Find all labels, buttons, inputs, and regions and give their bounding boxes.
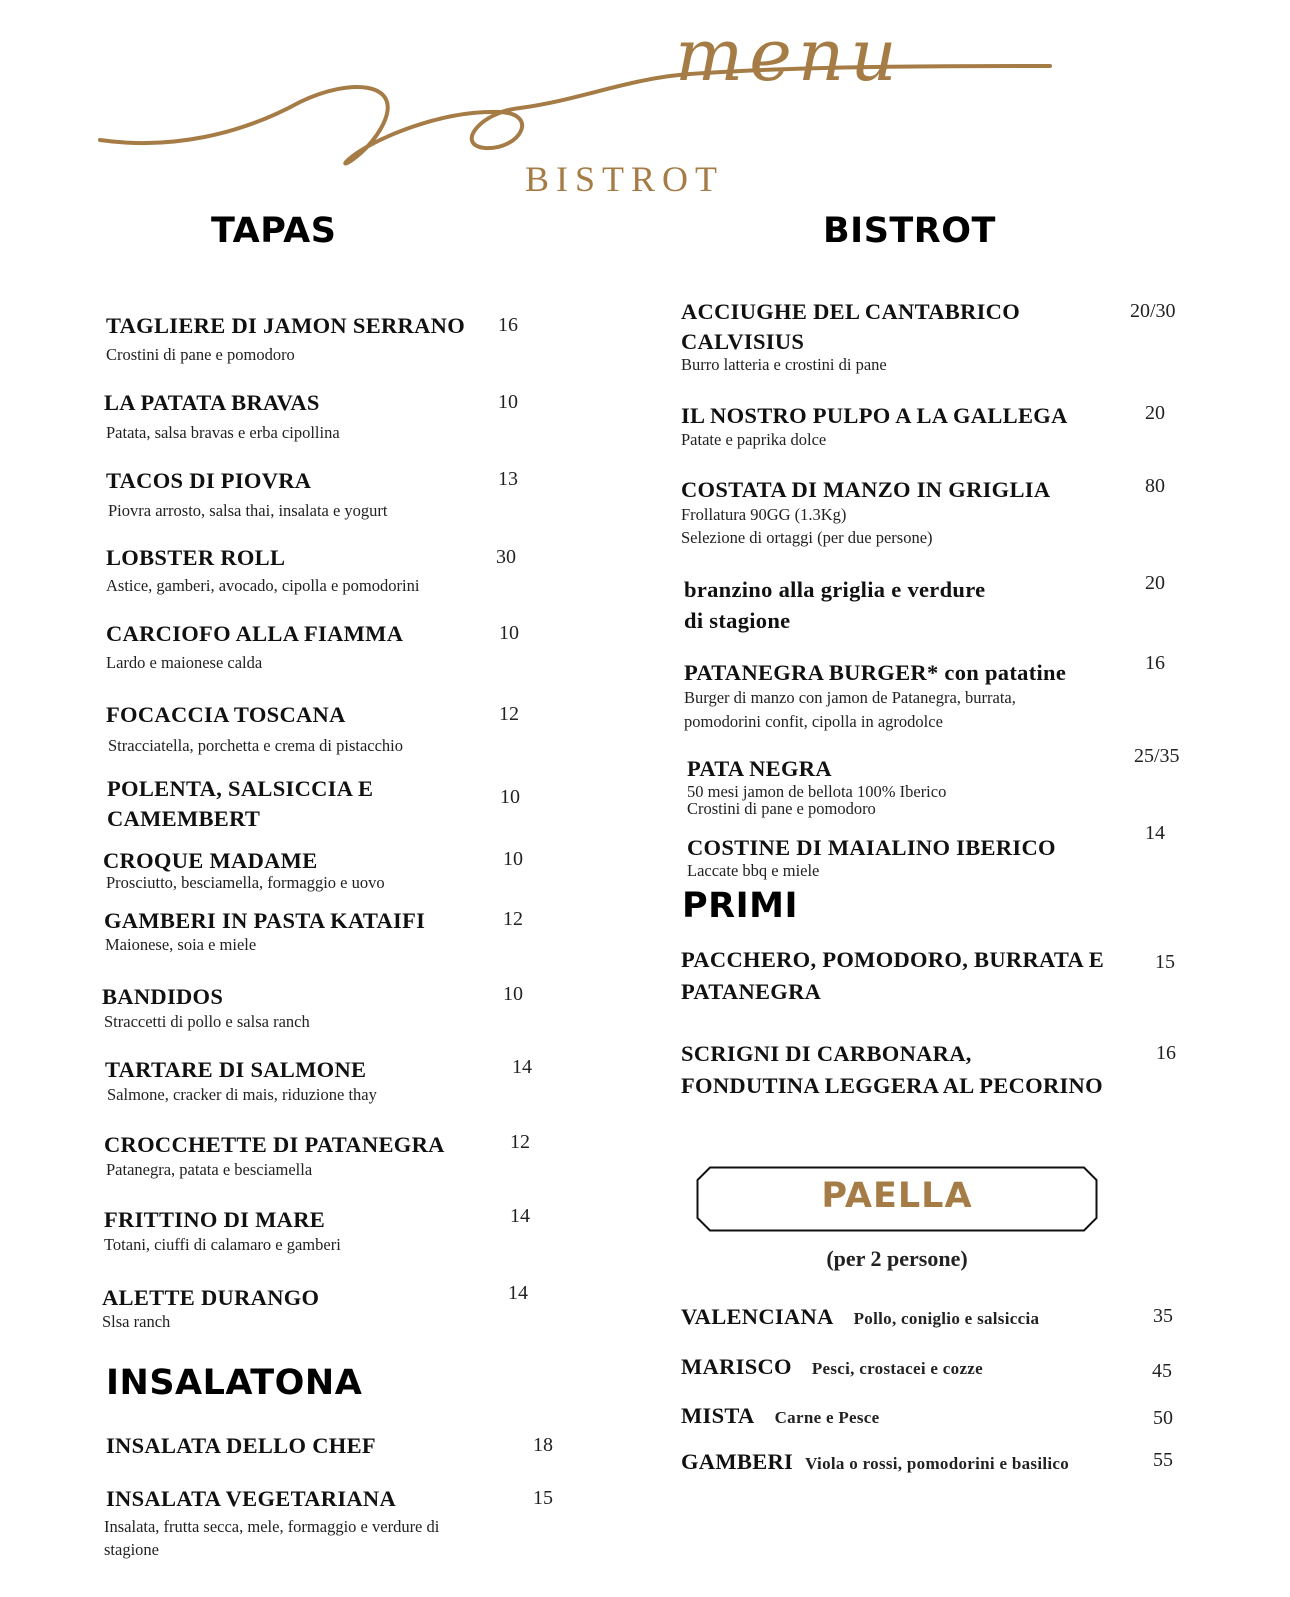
tapas-item-name: FOCACCIA TOSCANA xyxy=(106,702,346,727)
tapas-item-price: 10 xyxy=(503,983,523,1005)
tapas-item-price: 14 xyxy=(510,1205,530,1227)
tapas-item-desc: Prosciutto, besciamella, formaggio e uovo xyxy=(106,873,385,892)
tapas-item-desc: Maionese, soia e miele xyxy=(105,935,257,954)
tapas-item-name: FRITTINO DI MARE xyxy=(104,1207,326,1232)
bistrot-item-name: IL NOSTRO PULPO A LA GALLEGA xyxy=(681,403,1068,428)
tapas-item-name: TAGLIERE DI JAMON SERRANO xyxy=(106,313,465,338)
tapas-item-name: BANDIDOS xyxy=(102,984,224,1009)
bistrot-item-name: CALVISIUS xyxy=(681,329,805,354)
insalata-item-name: INSALATA VEGETARIANA xyxy=(106,1486,397,1511)
paella-item-price: 45 xyxy=(1152,1360,1172,1382)
insalata-item-name: INSALATA DELLO CHEF xyxy=(106,1433,376,1458)
tapas-item-desc: Stracciatella, porchetta e crema di pistacchio xyxy=(108,736,404,755)
paella-item-desc: Carne e Pesce xyxy=(774,1408,880,1427)
insalata-item-price: 18 xyxy=(533,1434,553,1456)
tapas-item-name: CROQUE MADAME xyxy=(103,848,318,873)
tapas-item-name: TARTARE DI SALMONE xyxy=(105,1057,367,1082)
primi-item-name: PATANEGRA xyxy=(681,979,822,1004)
paella-note: (per 2 persone) xyxy=(826,1246,968,1271)
paella-item-desc: Pesci, crostacei e cozze xyxy=(811,1359,983,1378)
bistrot-subtitle: BISTROT xyxy=(525,159,725,199)
tapas-item-name: ALETTE DURANGO xyxy=(102,1285,320,1310)
tapas-item-desc: Totani, ciuffi di calamaro e gamberi xyxy=(104,1235,341,1254)
paella-item-name: MARISCO xyxy=(681,1354,792,1379)
bistrot-item-price: 20/30 xyxy=(1130,300,1176,322)
tapas-item-price: 12 xyxy=(510,1131,530,1153)
tapas-item-desc: Crostini di pane e pomodoro xyxy=(106,345,295,364)
tapas-item-desc: Astice, gamberi, avocado, cipolla e pomodorini xyxy=(106,576,420,595)
primi-item-name: SCRIGNI DI CARBONARA, xyxy=(681,1041,972,1066)
primi-item-name: FONDUTINA LEGGERA AL PECORINO xyxy=(681,1073,1103,1098)
tapas-item-desc: Lardo e maionese calda xyxy=(106,653,263,672)
bistrot-item-price: 16 xyxy=(1145,652,1165,674)
bistrot-item-name: COSTINE DI MAIALINO IBERICO xyxy=(687,835,1056,860)
bistrot-item-name: COSTATA DI MANZO IN GRIGLIA xyxy=(681,477,1051,502)
logo-script-text: menu xyxy=(675,13,903,97)
tapas-item-price: 13 xyxy=(498,468,518,490)
bistrot-item-price: 25/35 xyxy=(1134,745,1180,767)
bistrot-item-name: PATANEGRA BURGER* con patatine xyxy=(684,660,1067,685)
tapas-item-desc: Patata, salsa bravas e erba cipollina xyxy=(106,423,340,442)
bistrot-item-price: 20 xyxy=(1145,402,1165,424)
tapas-item-name: CAMEMBERT xyxy=(107,806,261,831)
bistrot-item-price: 20 xyxy=(1145,572,1165,594)
tapas-item-desc: Salmone, cracker di mais, riduzione thay xyxy=(107,1085,377,1104)
bistrot-item-desc: 50 mesi jamon de bellota 100% Iberico xyxy=(687,782,947,801)
primi-item-name: PACCHERO, POMODORO, BURRATA E xyxy=(681,947,1105,972)
paella-item-desc: Pollo, coniglio e salsiccia xyxy=(853,1309,1040,1328)
bistrot-item-desc: pomodorini confit, cipolla in agrodolce xyxy=(684,712,943,731)
paella-item xyxy=(681,1449,1069,1475)
paella-item xyxy=(681,1354,983,1380)
bistrot-item-desc: Crostini di pane e pomodoro xyxy=(687,799,876,818)
bistrot-item-desc: Selezione di ortaggi (per due persone) xyxy=(681,528,933,547)
paella-item-name: GAMBERI xyxy=(681,1449,794,1474)
tapas-item-price: 16 xyxy=(498,314,518,336)
tapas-item-name: CARCIOFO ALLA FIAMMA xyxy=(106,621,404,646)
bistrot-item-name: PATA NEGRA xyxy=(687,756,832,781)
bistrot-item-price: 14 xyxy=(1145,822,1165,844)
insalata-item-price: 15 xyxy=(533,1487,553,1509)
insalata-item-desc: stagione xyxy=(104,1540,159,1559)
tapas-item-desc: Patanegra, patata e besciamella xyxy=(106,1160,313,1179)
bistrot-item-price: 80 xyxy=(1145,475,1165,497)
paella-item-price: 55 xyxy=(1153,1449,1173,1471)
paella-item-name: VALENCIANA xyxy=(681,1304,834,1329)
tapas-item-price: 30 xyxy=(496,546,516,568)
tapas-item-price: 14 xyxy=(508,1282,528,1304)
tapas-item-name: LA PATATA BRAVAS xyxy=(104,390,320,415)
logo-swash-line xyxy=(100,66,1050,164)
tapas-item-name: TACOS DI PIOVRA xyxy=(106,468,312,493)
tapas-item-desc: Straccetti di pollo e salsa ranch xyxy=(104,1012,310,1031)
insalatona-heading: INSALATONA xyxy=(106,1363,363,1403)
tapas-item-price: 10 xyxy=(503,848,523,870)
paella-item-desc: Viola o rossi, pomodorini e basilico xyxy=(805,1454,1070,1473)
bistrot-item-desc: Laccate bbq e miele xyxy=(687,861,820,880)
bistrot-item-desc: Burger di manzo con jamon de Patanegra, burrata, xyxy=(684,688,1016,707)
tapas-item-price: 10 xyxy=(499,622,519,644)
bistrot-item-name: di stagione xyxy=(684,608,791,633)
tapas-item-price: 10 xyxy=(500,786,520,808)
tapas-item-name: LOBSTER ROLL xyxy=(106,545,286,570)
bistrot-item-name: ACCIUGHE DEL CANTABRICO xyxy=(681,299,1021,324)
tapas-item-price: 14 xyxy=(512,1056,532,1078)
paella-item xyxy=(681,1403,880,1429)
tapas-item-name: CROCCHETTE DI PATANEGRA xyxy=(104,1132,445,1157)
paella-item xyxy=(681,1304,1039,1330)
bistrot-item-desc: Patate e paprika dolce xyxy=(681,430,827,449)
insalata-item-desc: Insalata, frutta secca, mele, formaggio e verdure di xyxy=(104,1517,440,1536)
bistrot-item-desc: Frollatura 90GG (1.3Kg) xyxy=(681,505,847,524)
tapas-item-price: 10 xyxy=(498,391,518,413)
tapas-heading: TAPAS xyxy=(211,211,337,251)
bistrot-heading: BISTROT xyxy=(823,211,996,251)
paella-item-price: 35 xyxy=(1153,1305,1173,1327)
primi-item-price: 15 xyxy=(1155,951,1175,973)
tapas-item-price: 12 xyxy=(503,908,523,930)
paella-item-name: MISTA xyxy=(681,1403,755,1428)
tapas-item-desc: Slsa ranch xyxy=(102,1312,171,1331)
tapas-item-price: 12 xyxy=(499,703,519,725)
primi-item-price: 16 xyxy=(1156,1042,1176,1064)
bistrot-item-name: branzino alla griglia e verdure xyxy=(684,577,986,602)
tapas-item-name: GAMBERI IN PASTA KATAIFI xyxy=(104,908,426,933)
primi-heading: PRIMI xyxy=(682,886,798,926)
tapas-item-name: POLENTA, SALSICCIA E xyxy=(107,776,374,801)
tapas-item-desc: Piovra arrosto, salsa thai, insalata e yogurt xyxy=(108,501,388,520)
paella-heading: PAELLA xyxy=(821,1176,973,1216)
bistrot-item-desc: Burro latteria e crostini di pane xyxy=(681,355,887,374)
paella-item-price: 50 xyxy=(1153,1407,1173,1429)
